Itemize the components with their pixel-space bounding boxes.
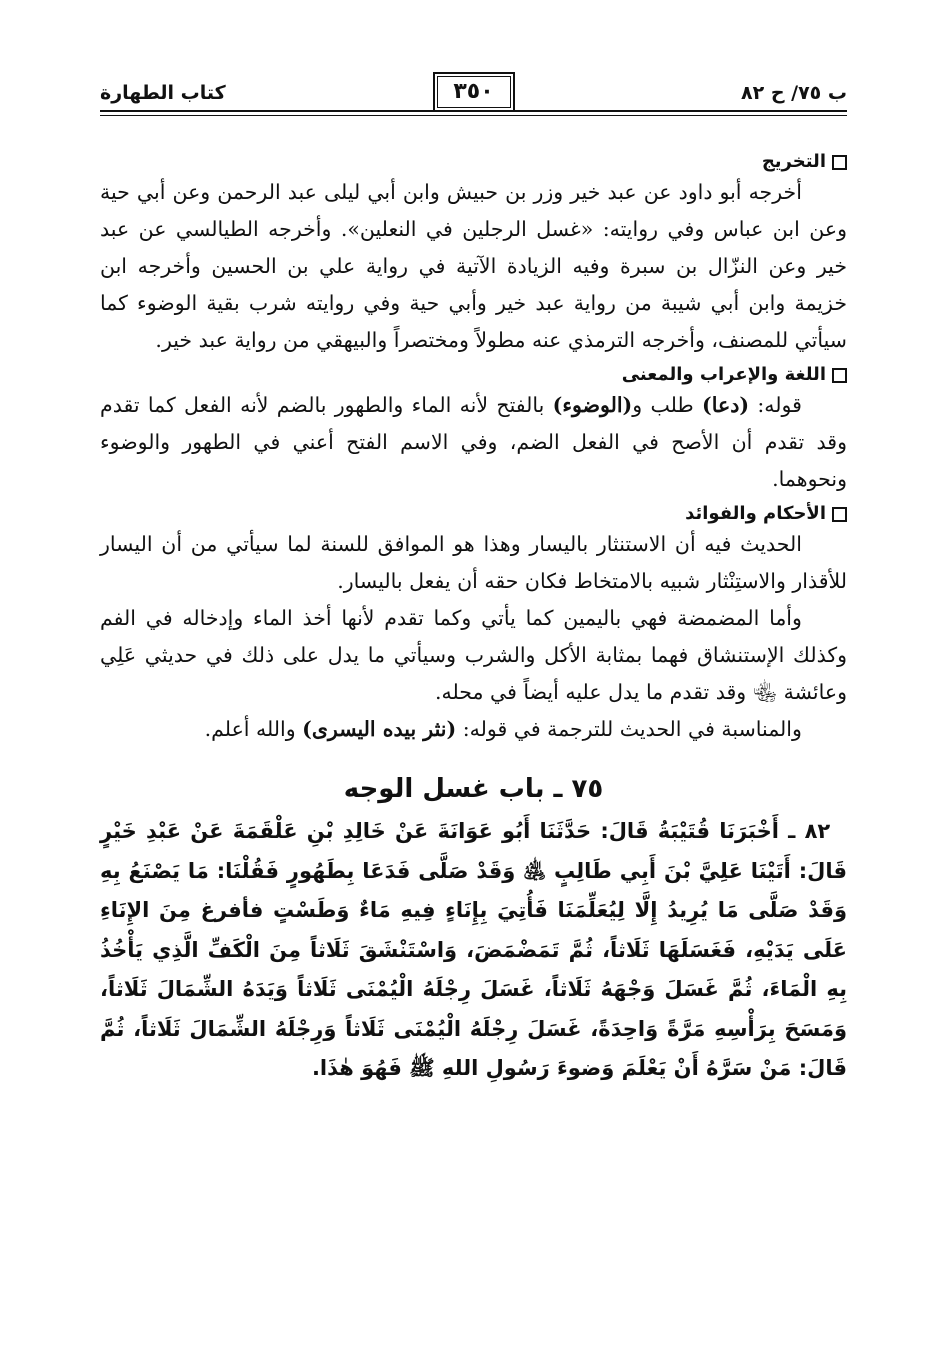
ahkam-section	[100, 502, 847, 748]
lugha-heading	[100, 363, 847, 387]
lugha-text-end: بالفتح لأنه الماء والطهور بالضم لأنه الفعل كما تقدم وقد تقدم أن الأصح في الفعل الضم، وفي الاسم الفتح أعني في الطهور والوضوء ونحوهما.	[100, 393, 847, 491]
takhrij-heading	[100, 150, 847, 174]
lugha-heading-text: اللغة والإعراب والمعنى	[621, 364, 826, 385]
ahkam-paragraph-2: وأما المضمضة فهي باليمين كما يأتي وكما تقدم لأنها أخذ الماء وإدخاله في الفم وكذلك الإستنشاق فهما بمثابة الأكل والشرب وسيأتي ما يدل على ذلك في حديثي عَلِي وعائشة ﵄ وقد تقدم ما يدل عليه أيضاً في محله.	[100, 606, 847, 704]
takhrij-heading-text: التخريج	[761, 151, 826, 172]
ahkam-paragraph-1: الحديث فيه أن الاستنثار باليسار وهذا هو الموافق للسنة لما سيأتي من أن اليسار للأقذار والاستِنْثار شبيه بالامتخاط فكان حقه أن يفعل باليسار.	[100, 532, 847, 593]
square-bullet-icon	[832, 507, 847, 522]
hadith-text: ٨٢ ـ أَخْبَرَنَا قُتَيْبَةُ قَالَ: حَدَّثَنَا أَبُو عَوَانَةَ عَنْ خَالِدِ بْنِ عَلْقَمَةَ عَنْ عَبْدِ خَيْرٍ قَالَ: أَتَيْنَا عَلِيَّ بْنَ أَبِي طَالِبٍ ﵁ وَقَدْ صَلَّى فَدَعَا بِطَهُورٍ فَقُلْنَا: مَا يَصْنَعُ بِهِ وَقَدْ صَلَّى مَا يُرِيدُ إِلَّا لِيُعَلِّمَنَا فَأُتِيَ بِإِنَاءٍ فِيهِ مَاءٌ وَطَسْتٍ فأفرغ مِنَ الإِنَاءِ عَلَى يَدَيْهِ، فَغَسَلَهَا ثَلَاثاً، ثُمَّ تَمَضْمَضَ، وَاسْتَنْشَقَ ثَلَاثاً مِنَ الْكَفِّ الَّذِي يَأْخُذُ بِهِ الْمَاءَ، ثُمَّ غَسَلَ وَجْهَهُ ثَلَاثاً، غَسَلَ رِجْلَهُ الْيُمْنَى ثَلَاثاً وَيَدَهُ الشِّمَالَ ثَلَاثاً، وَمَسَحَ بِرَأْسِهِ مَرَّةً وَاحِدَةً، غَسَلَ رِجْلَهُ الْيُمْنَى ثَلَاثاً وَرِجْلَهُ الشِّمَالَ ثَلَاثاً، ثُمَّ قَالَ: مَنْ سَرَّهُ أَنْ يَعْلَمَ وَضوءَ رَسُولِ اللهِ ﷺ فَهُوَ هٰذَا.	[100, 819, 847, 1080]
book-title: كتاب الطهارة	[100, 82, 226, 104]
ahkam-p3-end: والله أعلم.	[204, 717, 303, 741]
chapter-hadith-reference: ب ٧٥/ ح ٨٢	[741, 82, 847, 104]
ahkam-p3-term: (نثر بيده اليسرى)	[302, 717, 457, 741]
running-header	[100, 68, 847, 112]
ahkam-heading	[100, 502, 847, 526]
square-bullet-icon	[832, 368, 847, 383]
ahkam-heading-text: الأحكام والفوائد	[685, 503, 826, 524]
takhrij-paragraph: أخرجه أبو داود عن عبد خير وزر بن حبيش وابن أبي ليلى عبد الرحمن وعن أبي حية وعن ابن عباس وفي روايته: «غسل الرجلين في النعلين». وأخرجه الطيالسي عن عبد خير وعن النزّال بن سبرة وفيه الزيادة الآتية في رواية علي بن الحسين وأخرجه ابن خزيمة وابن أبي شيبة من رواية عبد خير وأبي حية وفي روايته شرب بقية الوضوء كما سيأتي للمصنف، وأخرجه الترمذي عنه مطولاً ومختصراً والبيهقي من رواية عبد خير.	[100, 180, 847, 352]
takhrij-section	[100, 150, 847, 359]
lugha-paragraph	[100, 387, 847, 498]
square-bullet-icon	[832, 155, 847, 170]
page-number: ٣٥٠	[433, 72, 515, 112]
lugha-term-daa: (دعا)	[702, 393, 750, 417]
lugha-text-mid: طلب و	[632, 393, 703, 417]
book-page	[100, 68, 847, 1358]
ahkam-paragraph-3	[100, 711, 847, 748]
lugha-section	[100, 363, 847, 498]
ahkam-p3-start: والمناسبة في الحديث للترجمة في قوله:	[456, 717, 802, 741]
lugha-text-start: قوله:	[749, 393, 802, 417]
chapter-title: ٧٥ ـ باب غسل الوجه	[343, 774, 604, 804]
lugha-term-wudu: (الوضوء)	[552, 393, 633, 417]
